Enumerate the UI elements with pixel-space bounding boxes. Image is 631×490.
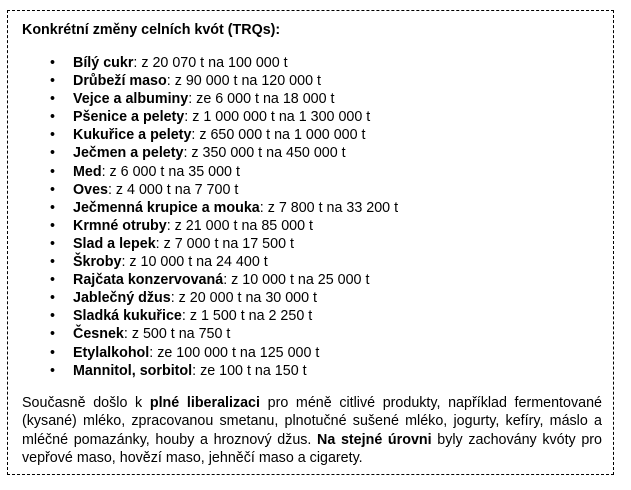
product-name: Škroby [73, 254, 122, 271]
quota-change: : z 6 000 t na 35 000 t [101, 163, 240, 180]
bullet-icon: • [50, 181, 56, 198]
list-item [22, 271, 604, 289]
quota-change: : z 1 000 000 t na 1 300 000 t [184, 109, 371, 126]
quota-change: : ze 6 000 t na 18 000 t [188, 91, 335, 108]
quota-change: : z 20 000 t na 30 000 t [170, 290, 317, 307]
product-name: Med [73, 163, 102, 180]
quota-change: : z 7 800 t na 33 200 t [259, 199, 399, 216]
quota-change: : z 10 000 t na 24 400 t [121, 254, 268, 271]
product-name: Kukuřice a pelety [73, 127, 192, 144]
summary-text-2: pro méně citlivé produkty, například fermentované (kysané) mléko, zpracovanou smetanu, plnotučné sušené mléko, jogurty, kefíry, máslo a mléčné pomazánky, houby a hroznový džus. [22, 394, 602, 448]
product-name: Krmné otruby [73, 217, 167, 234]
product-name: Slad a lepek [73, 235, 156, 252]
summary-paragraph [22, 394, 604, 468]
bullet-icon: • [50, 73, 56, 90]
list-item [22, 126, 604, 144]
summary-text-1: Současně došlo k [22, 394, 150, 411]
bullet-icon: • [50, 199, 56, 216]
list-item [22, 144, 604, 162]
bullet-icon: • [50, 163, 56, 180]
quota-change: : ze 100 000 t na 125 000 t [149, 344, 320, 361]
bullet-icon: • [50, 127, 56, 144]
summary-highlight-same-level: Na stejné úrovni [317, 431, 432, 448]
bullet-icon: • [50, 55, 56, 71]
quota-list [22, 54, 604, 380]
bullet-icon: • [50, 362, 56, 379]
product-name: Česnek [73, 326, 124, 343]
list-item [22, 344, 604, 362]
product-name: Mannitol, sorbitol [73, 362, 193, 379]
bullet-icon: • [50, 308, 56, 325]
bullet-icon: • [50, 326, 56, 343]
quota-change: : ze 100 t na 150 t [192, 362, 307, 379]
quota-change: : z 21 000 t na 85 000 t [166, 217, 313, 234]
bullet-icon: • [50, 91, 56, 108]
bullet-icon: • [50, 217, 56, 234]
list-item [22, 163, 604, 181]
quota-change: : z 7 000 t na 17 500 t [155, 235, 294, 252]
product-name: Rajčata konzervovaná [73, 272, 224, 289]
quota-change: : z 4 000 t na 7 700 t [107, 181, 239, 198]
list-item [22, 307, 604, 325]
list-item [22, 181, 604, 199]
bullet-icon: • [50, 235, 56, 252]
list-item [22, 72, 604, 90]
quota-changes-box [7, 10, 614, 475]
product-name: Ječmen a pelety [73, 145, 184, 162]
quota-change: : z 650 000 t na 1 000 000 t [191, 127, 366, 144]
bullet-icon: • [50, 109, 56, 126]
bullet-icon: • [50, 344, 56, 361]
quota-change: : z 90 000 t na 120 000 t [166, 73, 321, 90]
bullet-icon: • [50, 254, 56, 271]
list-item [22, 253, 604, 271]
list-item [22, 54, 604, 72]
product-name: Jablečný džus [73, 290, 171, 307]
product-name: Vejce a albuminy [73, 91, 189, 108]
product-name: Drůbeží maso [73, 73, 167, 90]
list-item [22, 325, 604, 343]
box-title: Konkrétní změny celních kvót (TRQs): [22, 22, 281, 38]
bullet-icon: • [50, 145, 56, 162]
quota-change: : z 500 t na 750 t [123, 326, 231, 343]
list-item [22, 217, 604, 235]
quota-change: : z 20 070 t na 100 000 t [133, 55, 288, 71]
quota-change: : z 10 000 t na 25 000 t [223, 272, 370, 289]
product-name: Pšenice a pelety [73, 109, 185, 126]
quota-change: : z 1 500 t na 2 250 t [181, 308, 313, 325]
quota-change: : z 350 000 t na 450 000 t [183, 145, 346, 162]
list-item [22, 362, 604, 380]
list-item [22, 289, 604, 307]
product-name: Sladká kukuřice [73, 308, 182, 325]
product-name: Oves [73, 181, 108, 198]
product-name: Etylalkohol [73, 344, 150, 361]
summary-text-3: byly zachovány kvóty pro vepřové maso, hovězí maso, jehněčí maso a cigarety. [22, 431, 602, 467]
summary-highlight-liberalization: plné liberalizaci [149, 394, 260, 411]
product-name: Ječmenná krupice a mouka [73, 199, 260, 216]
bullet-icon: • [50, 290, 56, 307]
list-item [22, 199, 604, 217]
list-item [22, 108, 604, 126]
list-item [22, 235, 604, 253]
bullet-icon: • [50, 272, 56, 289]
product-name: Bílý cukr [73, 55, 134, 71]
list-item [22, 90, 604, 108]
